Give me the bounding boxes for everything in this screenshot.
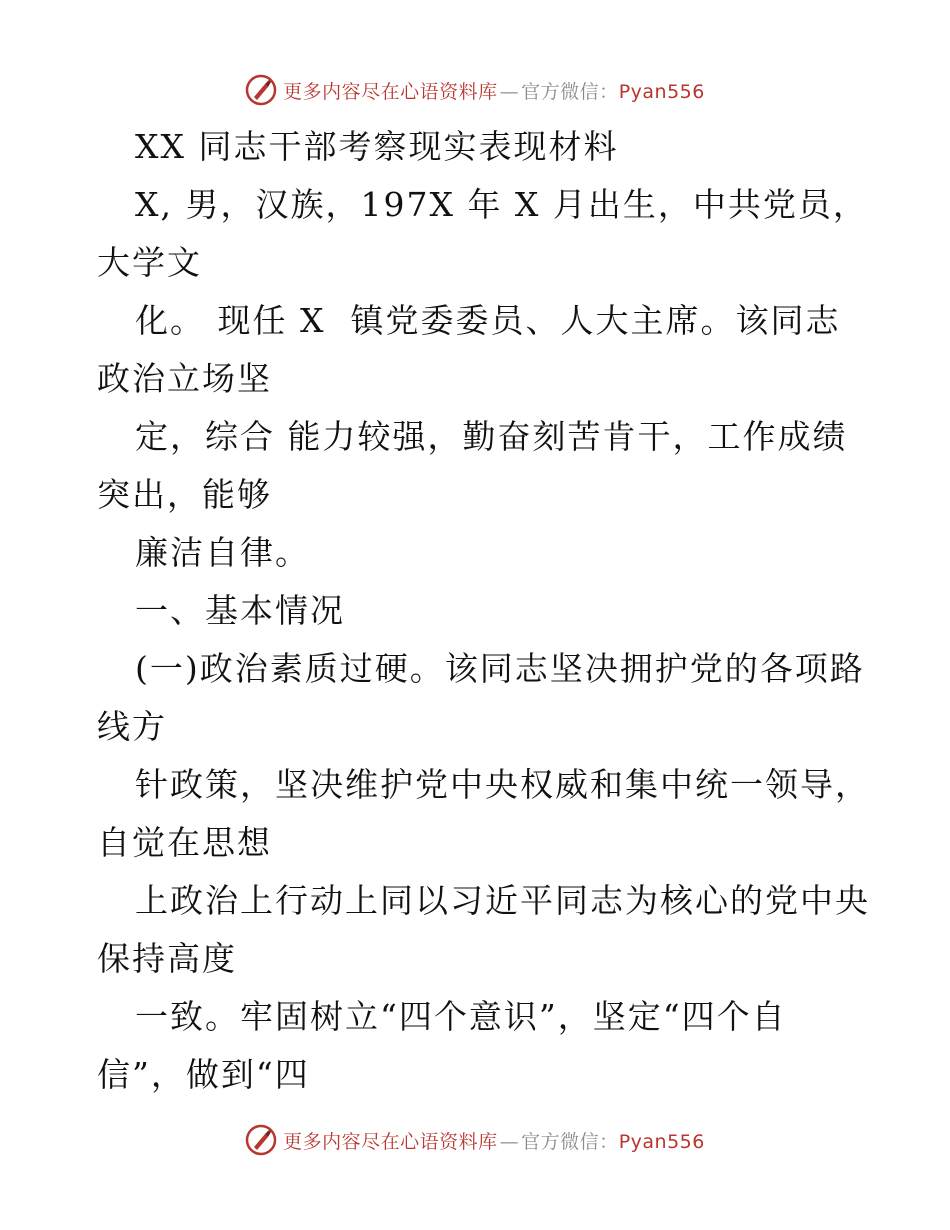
doc-line: (一)政治素质过硬。该同志坚决拥护党的各项路 [135,649,865,688]
pen-logo-icon [245,1124,277,1156]
document-body [97,118,870,1104]
doc-line: 廉洁自律。 [135,533,310,572]
watermark-header [0,70,950,110]
watermark-text [283,1127,705,1154]
doc-line: 上政治上行动上同以习近平同志为核心的党中央 [135,881,870,920]
watermark-label: 官方微信： [521,80,619,103]
watermark-account: Pyan556 [618,1130,705,1153]
section-heading: 一、基本情况 [135,591,345,630]
doc-line: 政治立场坚 [97,359,272,398]
watermark-prefix: 更多内容尽在心语资料库 [283,80,498,103]
doc-line: 大学文 [97,243,202,282]
watermark-footer [0,1120,950,1160]
watermark-separator: — [499,80,520,103]
doc-line: 保持高度 [97,939,237,978]
watermark-account: Pyan556 [618,80,705,103]
doc-line: 突出，能够 [97,475,272,514]
doc-line: 定，综合 能力较强，勤奋刻苦肯干，工作成绩 [135,417,848,456]
doc-title: XX 同志干部考察现实表现材料 [135,127,619,166]
watermark-separator: — [499,1130,520,1153]
doc-line: 化。 现任 X 镇党委委员、人大主席。该同志 [135,301,841,340]
doc-line: 自觉在思想 [97,823,272,862]
doc-line: 针政策，坚决维护党中央权威和集中统一领导， [135,765,870,804]
watermark-prefix: 更多内容尽在心语资料库 [283,1130,498,1153]
doc-line: 信”，做到“四 [97,1055,310,1094]
watermark-label: 官方微信： [521,1130,619,1153]
pen-logo-icon [245,74,277,106]
doc-line: 一致。牢固树立“四个意识”，坚定“四个自 [135,997,787,1036]
watermark-text [283,77,705,104]
doc-line: X, 男，汉族，197X 年 X 月出生，中共党员， [135,185,868,224]
doc-line: 线方 [97,707,167,746]
